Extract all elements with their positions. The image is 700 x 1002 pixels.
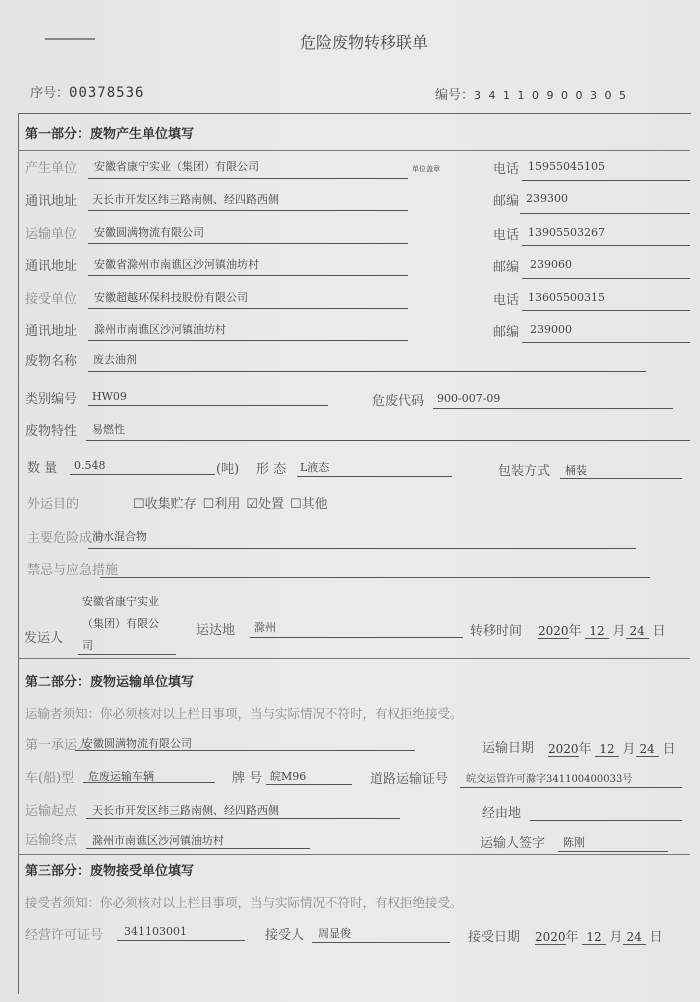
underline <box>86 848 310 849</box>
code-label: 编号： <box>435 88 475 103</box>
form-label: 形 态 <box>256 462 287 477</box>
part1-month-unit: 月 <box>612 624 626 639</box>
transporter-label: 运输单位 <box>25 227 78 242</box>
receive-date <box>535 926 663 945</box>
underline <box>88 243 408 244</box>
transporter-address-label: 通讯地址 <box>25 259 78 274</box>
purpose-label: 外运目的 <box>27 497 80 512</box>
transport-date-label: 运输日期 <box>482 741 535 756</box>
producer-value: 安徽省康宁实业（集团）有限公司 <box>94 160 259 173</box>
part1-year-unit: 年 <box>568 624 582 639</box>
purpose-label-text: 处置 <box>258 497 285 512</box>
underline <box>530 820 682 821</box>
underline <box>312 942 450 943</box>
shipper-value-line1: 安徽省康宁实业 <box>82 595 159 608</box>
checkbox-icon[interactable]: ☐ <box>290 497 302 512</box>
producer-phone-value: 15955045105 <box>528 160 605 173</box>
producer-label: 产生单位 <box>25 161 78 176</box>
mark <box>45 38 95 40</box>
part1-year: 2020 <box>538 624 569 638</box>
plate-value: 皖M96 <box>270 770 307 783</box>
quantity-unit: (吨) <box>216 462 240 477</box>
document-title: 危险废物转移联单 <box>300 33 429 52</box>
underline <box>88 340 408 341</box>
components-label: 主要危险成分 <box>27 531 106 546</box>
license-label: 经营许可证号 <box>25 928 104 943</box>
underline <box>522 278 690 279</box>
transfer-time-label: 转移时间 <box>470 624 523 639</box>
checkbox-icon[interactable]: ☐ <box>202 497 215 512</box>
underline <box>75 750 415 751</box>
underline <box>460 787 682 788</box>
underline <box>250 637 463 638</box>
part2-month-unit: 月 <box>622 742 636 757</box>
category-value: HW09 <box>92 390 127 403</box>
underline <box>522 342 690 343</box>
code-number <box>435 84 628 103</box>
waste-name-label: 废物名称 <box>25 354 78 369</box>
purpose-option[interactable] <box>203 493 241 512</box>
underline <box>88 308 408 309</box>
permit-value: 皖交运管许可滁字341100400033号 <box>466 774 633 785</box>
license-value: 341103001 <box>124 925 187 938</box>
part2-heading: 第二部分：废物运输单位填写 <box>25 675 195 690</box>
category-label: 类别编号 <box>25 392 78 407</box>
part3-notice: 接受者须知：你必须核对以上栏目事项，当与实际情况不符时，有权拒绝接受。 <box>25 895 463 910</box>
part3-day-unit: 日 <box>649 930 663 945</box>
receiver-phone-value: 13605500315 <box>528 291 605 304</box>
part3-month: 12 <box>582 930 605 945</box>
part2-day-unit: 日 <box>662 742 676 757</box>
emergency-label: 禁忌与应急措施 <box>27 563 119 578</box>
part1-day: 24 <box>626 624 649 639</box>
vehicle-label: 车(船)型 <box>25 771 75 786</box>
waste-name-value: 废去油剂 <box>93 353 137 366</box>
underline <box>86 440 690 441</box>
underline <box>88 405 328 406</box>
underline <box>78 654 176 655</box>
purpose-label-text: 其他 <box>301 497 328 512</box>
waste-property-label: 废物特性 <box>25 424 78 439</box>
producer-address-label: 通讯地址 <box>25 194 78 209</box>
start-label: 运输起点 <box>25 804 78 819</box>
receive-date-label: 接受日期 <box>468 930 521 945</box>
receiving-person-value: 周显俊 <box>318 927 351 940</box>
underline <box>560 478 682 479</box>
receiver-phone-label: 电话 <box>493 293 520 308</box>
transporter-zip-label: 邮编 <box>493 260 520 275</box>
transporter-phone-value: 13905503267 <box>528 226 605 239</box>
transporter-address-value: 安徽省滁州市南谯区沙河镇油坊村 <box>94 258 259 271</box>
receiver-address-value: 滁州市南谯区沙河镇油坊村 <box>94 323 226 336</box>
waste-property-value: 易燃性 <box>92 423 125 436</box>
part2-day: 24 <box>636 742 659 757</box>
via-label: 经由地 <box>482 806 522 821</box>
destination-value: 滁州 <box>254 621 276 634</box>
part1-month: 12 <box>585 624 608 639</box>
underline <box>520 213 690 214</box>
receiver-value: 安徽超越环保科技股份有限公司 <box>94 291 248 304</box>
underline <box>88 275 408 276</box>
quantity-value: 0.548 <box>74 459 106 472</box>
transporter-value: 安徽圆满物流有限公司 <box>94 226 204 239</box>
signature-value: 陈刚 <box>563 836 585 849</box>
purpose-option[interactable] <box>133 493 197 512</box>
transporter-zip-value: 239060 <box>530 258 572 271</box>
receiver-address-label: 通讯地址 <box>25 324 78 339</box>
underline <box>266 784 352 785</box>
carrier-label: 第一承运人 <box>25 738 91 753</box>
receiver-zip-label: 邮编 <box>493 325 520 340</box>
serial-label: 序号： <box>30 86 70 101</box>
underline <box>88 548 636 549</box>
end-label: 运输终点 <box>25 833 78 848</box>
underline <box>522 310 690 311</box>
underline <box>70 474 215 475</box>
producer-zip-value: 239300 <box>526 192 568 205</box>
underline <box>88 371 646 372</box>
part3-heading: 第三部分：废物接受单位填写 <box>25 864 195 879</box>
underline <box>88 178 408 179</box>
vehicle-value: 危废运输车辆 <box>88 770 154 783</box>
part1-heading: 第一部分：废物产生单位填写 <box>25 127 195 142</box>
divider <box>18 854 690 855</box>
underline <box>83 782 215 783</box>
serial-value: 00378536 <box>69 85 145 101</box>
form-value: L液态 <box>300 461 330 474</box>
end-value: 滁州市南谯区沙河镇油坊村 <box>92 834 224 847</box>
receiver-zip-value: 239000 <box>530 323 572 336</box>
signature-label: 运输人签字 <box>480 836 546 851</box>
part2-month: 12 <box>595 742 618 757</box>
shipper-value-line2: （集团）有限公 <box>82 617 159 630</box>
purpose-option[interactable] <box>290 493 328 512</box>
shipper-value-line3: 司 <box>82 639 93 652</box>
underline <box>117 940 245 941</box>
producer-zip-label: 邮编 <box>493 194 520 209</box>
part2-notice: 运输者须知：你必须核对以上栏目事项，当与实际情况不符时，有权拒绝接受。 <box>25 706 463 721</box>
transporter-phone-label: 电话 <box>493 228 520 243</box>
underline <box>522 180 690 181</box>
part3-month-unit: 月 <box>609 930 623 945</box>
start-value: 天长市开发区纬三路南侧、经四路西侧 <box>92 804 279 817</box>
part2-year-unit: 年 <box>578 742 592 757</box>
divider <box>18 658 690 659</box>
checkbox-checked-icon[interactable]: ☑ <box>246 497 258 512</box>
plate-label: 牌 号 <box>232 771 263 786</box>
transfer-date <box>538 620 666 639</box>
underline <box>433 408 673 409</box>
purpose-label-text: 收集贮存 <box>144 497 197 512</box>
producer-phone-label: 电话 <box>493 162 520 177</box>
package-label: 包装方式 <box>498 464 551 479</box>
hw-code-label: 危废代码 <box>372 394 425 409</box>
checkbox-icon[interactable]: ☐ <box>133 497 145 512</box>
serial-number <box>30 82 144 101</box>
underline <box>88 210 408 211</box>
underline <box>558 851 668 852</box>
hw-code-value: 900-007-09 <box>437 392 501 405</box>
quantity-label: 数 量 <box>27 461 58 476</box>
purpose-label-text: 利用 <box>214 497 241 512</box>
divider <box>18 150 690 151</box>
carrier-value: 安徽圆满物流有限公司 <box>82 737 192 750</box>
underline <box>522 245 690 246</box>
receiver-label: 接受单位 <box>25 292 78 307</box>
underline <box>86 818 400 819</box>
part2-year: 2020 <box>548 742 579 756</box>
shipper-label: 发运人 <box>24 631 64 646</box>
permit-label: 道路运输证号 <box>370 772 449 787</box>
transport-date <box>548 738 676 757</box>
part3-year: 2020 <box>535 930 566 944</box>
part3-day: 24 <box>623 930 646 945</box>
components-value: 油水混合物 <box>92 530 147 543</box>
producer-address-value: 天长市开发区纬三路南侧、经四路西侧 <box>92 193 279 206</box>
destination-label: 运达地 <box>196 623 236 638</box>
code-value: 3 4 1 1 0 9 0 0 3 0 5 <box>474 89 628 102</box>
part3-year-unit: 年 <box>565 930 579 945</box>
underline <box>100 577 650 578</box>
receiving-person-label: 接受人 <box>265 928 305 943</box>
underline <box>297 476 452 477</box>
purpose-option[interactable] <box>246 493 284 512</box>
seal-label: 单位盖章 <box>412 165 440 173</box>
purpose-options <box>133 493 328 512</box>
part1-day-unit: 日 <box>652 624 666 639</box>
package-value: 桶装 <box>565 464 587 477</box>
